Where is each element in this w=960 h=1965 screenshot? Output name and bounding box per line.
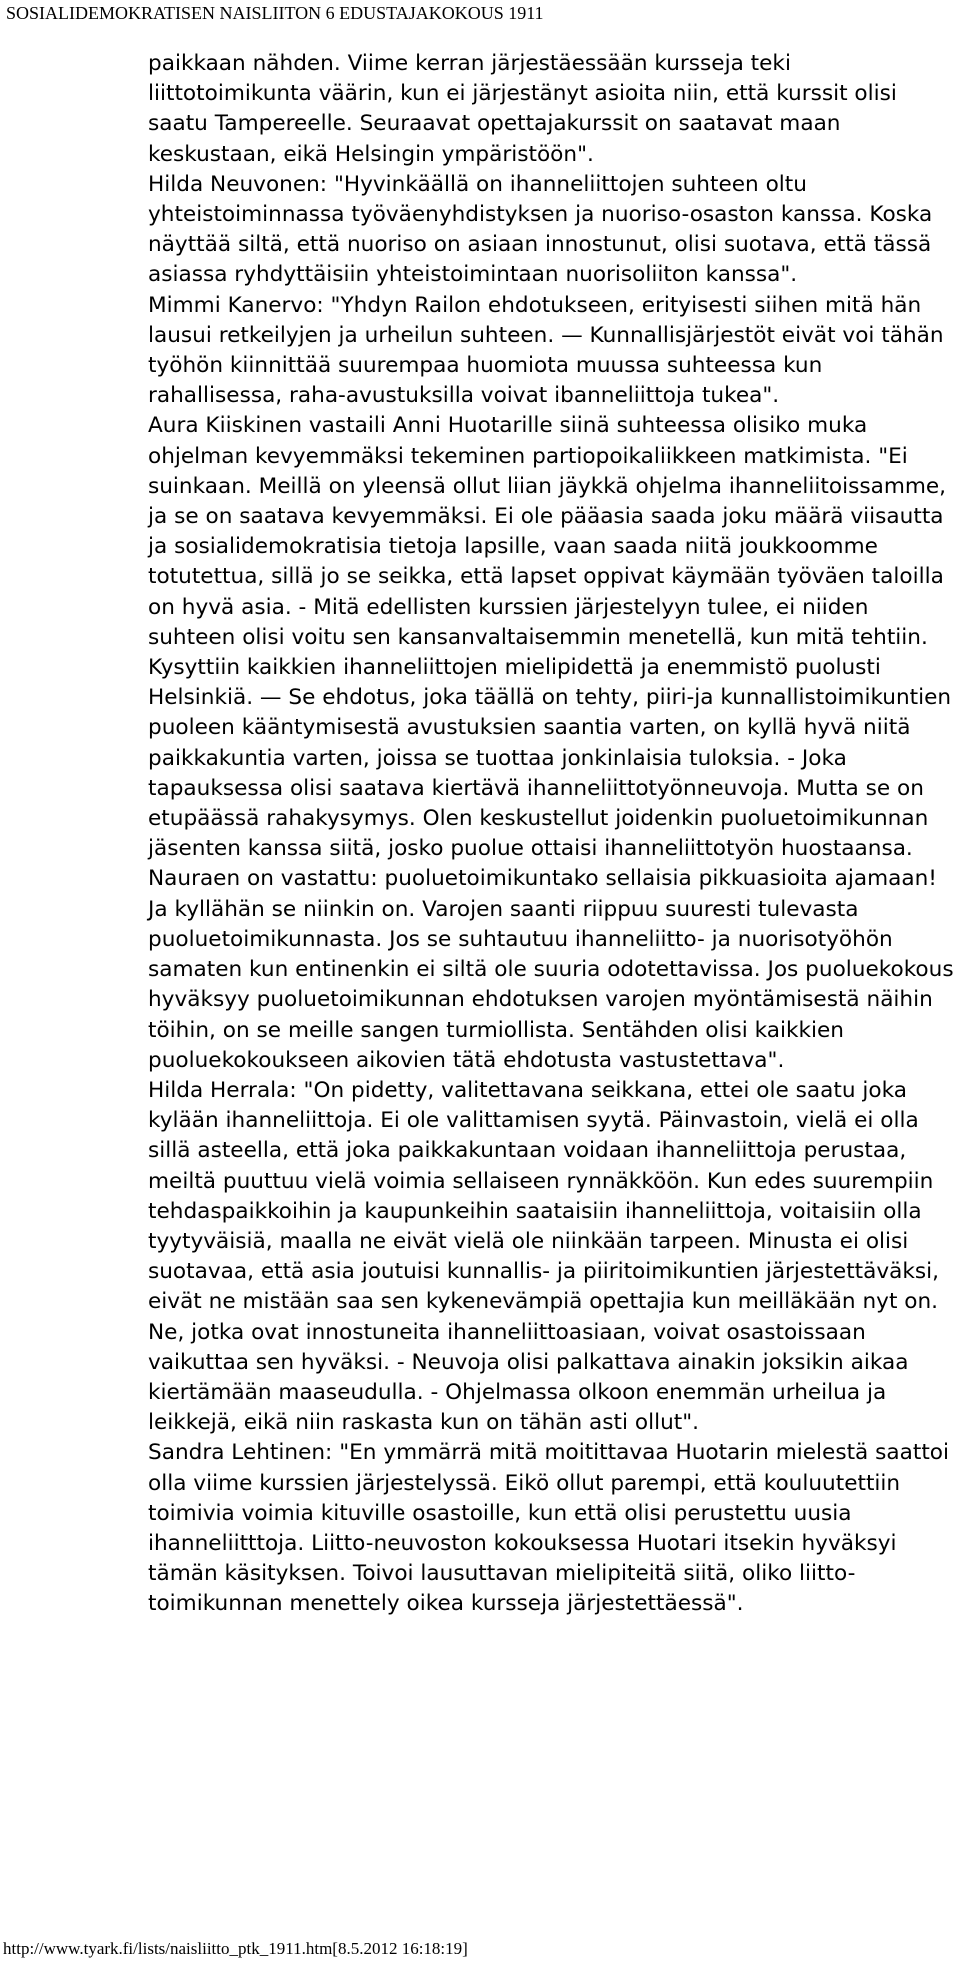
paragraph: Mimmi Kanervo: "Yhdyn Railon ehdotukseen, erityisesti siihen mitä hän lausui retkeilyjen ja urheilun suhteen. — Kunnallisjärjestöt eivät voi tähän työhön kiinnittää suurempaa huomiota muussa suhteessa kun rahallisessa, raha-avustuksilla voivat ibanneliittoja tukea". — [148, 292, 944, 409]
document-body — [148, 49, 960, 1620]
page-footer-url: http://www.tyark.fi/lists/naisliitto_ptk_1911.htm[8.5.2012 16:18:19] — [3, 1939, 468, 1958]
paragraph: Sandra Lehtinen: "En ymmärrä mitä moitittavaa Huotarin mielestä saattoi olla viime kurssien järjestelyssä. Eikö ollut parempi, että kouluutettiin toimivia voimia kituville osastoille, kun että olisi perustettu uusia ihanneliitttoja. Liitto-neuvoston kokouksessa Huotari itsekin hyväksyi tämän käsityksen. Toivoi lausuttavan mielipiteitä siitä, oliko liitto-toimikunnan menettely oikea kursseja järjestettäessä". — [148, 1440, 949, 1617]
paragraph: Hilda Neuvonen: "Hyvinkäällä on ihanneliittojen suhteen oltu yhteistoiminnassa työväenyhdistyksen ja nuoriso-osaston kanssa. Koska näyttää siltä, että nuoriso on asiaan innostunut, olisi suotava, että tässä asiassa ryhdyttäisiin yhteistoimintaan nuorisoliiton kanssa". — [148, 171, 933, 288]
paragraph: Hilda Herrala: "On pidetty, valitettavana seikkana, ettei ole saatu joka kylään ihanneliittoja. Ei ole valittamisen syytä. Päinvastoin, vielä ei olla sillä asteella, että joka paikkakuntaan voidaan ihanneliittoja perustaa, meiltä puuttuu vielä voimia sellaiseen rynnäkköön. Kun edes suurempiin tehdaspaikkoihin ja kaupunkeihin saataisiin ihanneliittoja, voitaisiin olla tyytyväisiä, maalla ne eivät vielä ole niinkään tarpeen. Minusta ei olisi suotavaa, että asia joutuisi kunnallis- ja piiritoimikuntien järjestettäväksi, eivät ne mistään saa sen kykenevämpiä opettajia kun meilläkään nyt on. Ne, jotka ovat innostuneita ihanneliittoasiaan, voivat osastoissaan vaikuttaa sen hyväksi. - Neuvoja olisi palkattava ainakin joksikin aikaa kiertämään maaseudulla. - Ohjelmassa olkoon enemmän urheilua ja leikkejä, eikä niin raskasta kun on tähän asti ollut". — [148, 1077, 940, 1436]
page-header: SOSIALIDEMOKRATISEN NAISLIITON 6 EDUSTAJAKOKOUS 1911 — [6, 3, 544, 23]
paragraph: Aura Kiiskinen vastaili Anni Huotarille siinä suhteessa olisiko muka ohjelman kevyemmäksi tekeminen partiopoikaliikkeen matkimista. "Ei suinkaan. Meillä on yleensä ollut liian jäykkä ohjelma ihanneliitoissamme, ja se on saatava kevyemmäksi. Ei ole pääasia saada joku määrä viisautta ja sosialidemokratisia tietoja lapsille, vaan saada niitä joukkoomme totutettua, sillä jo se seikka, että lapset oppivat käymään työväen taloilla on hyvä asia. - Mitä edellisten kurssien järjestelyyn tulee, ei niiden suhteen olisi voitu sen kansanvaltaisemmin menetellä, kun mitä tehtiin. Kysyttiin kaikkien ihanneliittojen mielipidettä ja enemmistö puolusti Helsinkiä. — Se ehdotus, joka täällä on tehty, piiri-ja kunnallistoimikuntien puoleen kääntymisestä avustuksien saantia varten, on kyllä hyvä niitä paikkakuntia varten, joissa se tuottaa jonkinlaisia tuloksia. - Joka tapauksessa olisi saatava kiertävä ihanneliittotyönneuvoja. Mutta se on etupäässä rahakysymys. Olen keskustellut joidenkin puoluetoimikunnan jäsenten kanssa siitä, josko puolue ottaisi ihanneliittotyön huostaansa. Nauraen on vastattu: puoluetoimikuntako sellaisia pikkuasioita ajamaan! Ja kyllähän se niinkin on. Varojen saanti riippuu suuresti tulevasta puoluetoimikunnasta. Jos se suhtautuu ihanneliitto- ja nuorisotyöhön samaten kun entinenkin ei siltä ole suuria odotettavissa. Jos puoluekokous hyväksyy puoluetoimikunnan ehdotuksen varojen myöntämisestä näihin töihin, on se meille sangen turmiollista. Sentähden olisi kaikkien puoluekokoukseen aikovien tätä ehdotusta vastustettava". — [148, 413, 954, 1073]
paragraph: paikkaan nähden. Viime kerran järjestäessään kursseja teki liittotoimikunta väärin, kun ei järjestänyt asioita niin, että kurssit olisi saatu Tampereelle. Seuraavat opettajakurssit on saatavat maan keskustaan, eikä Helsingin ympäristöön". — [148, 51, 897, 167]
